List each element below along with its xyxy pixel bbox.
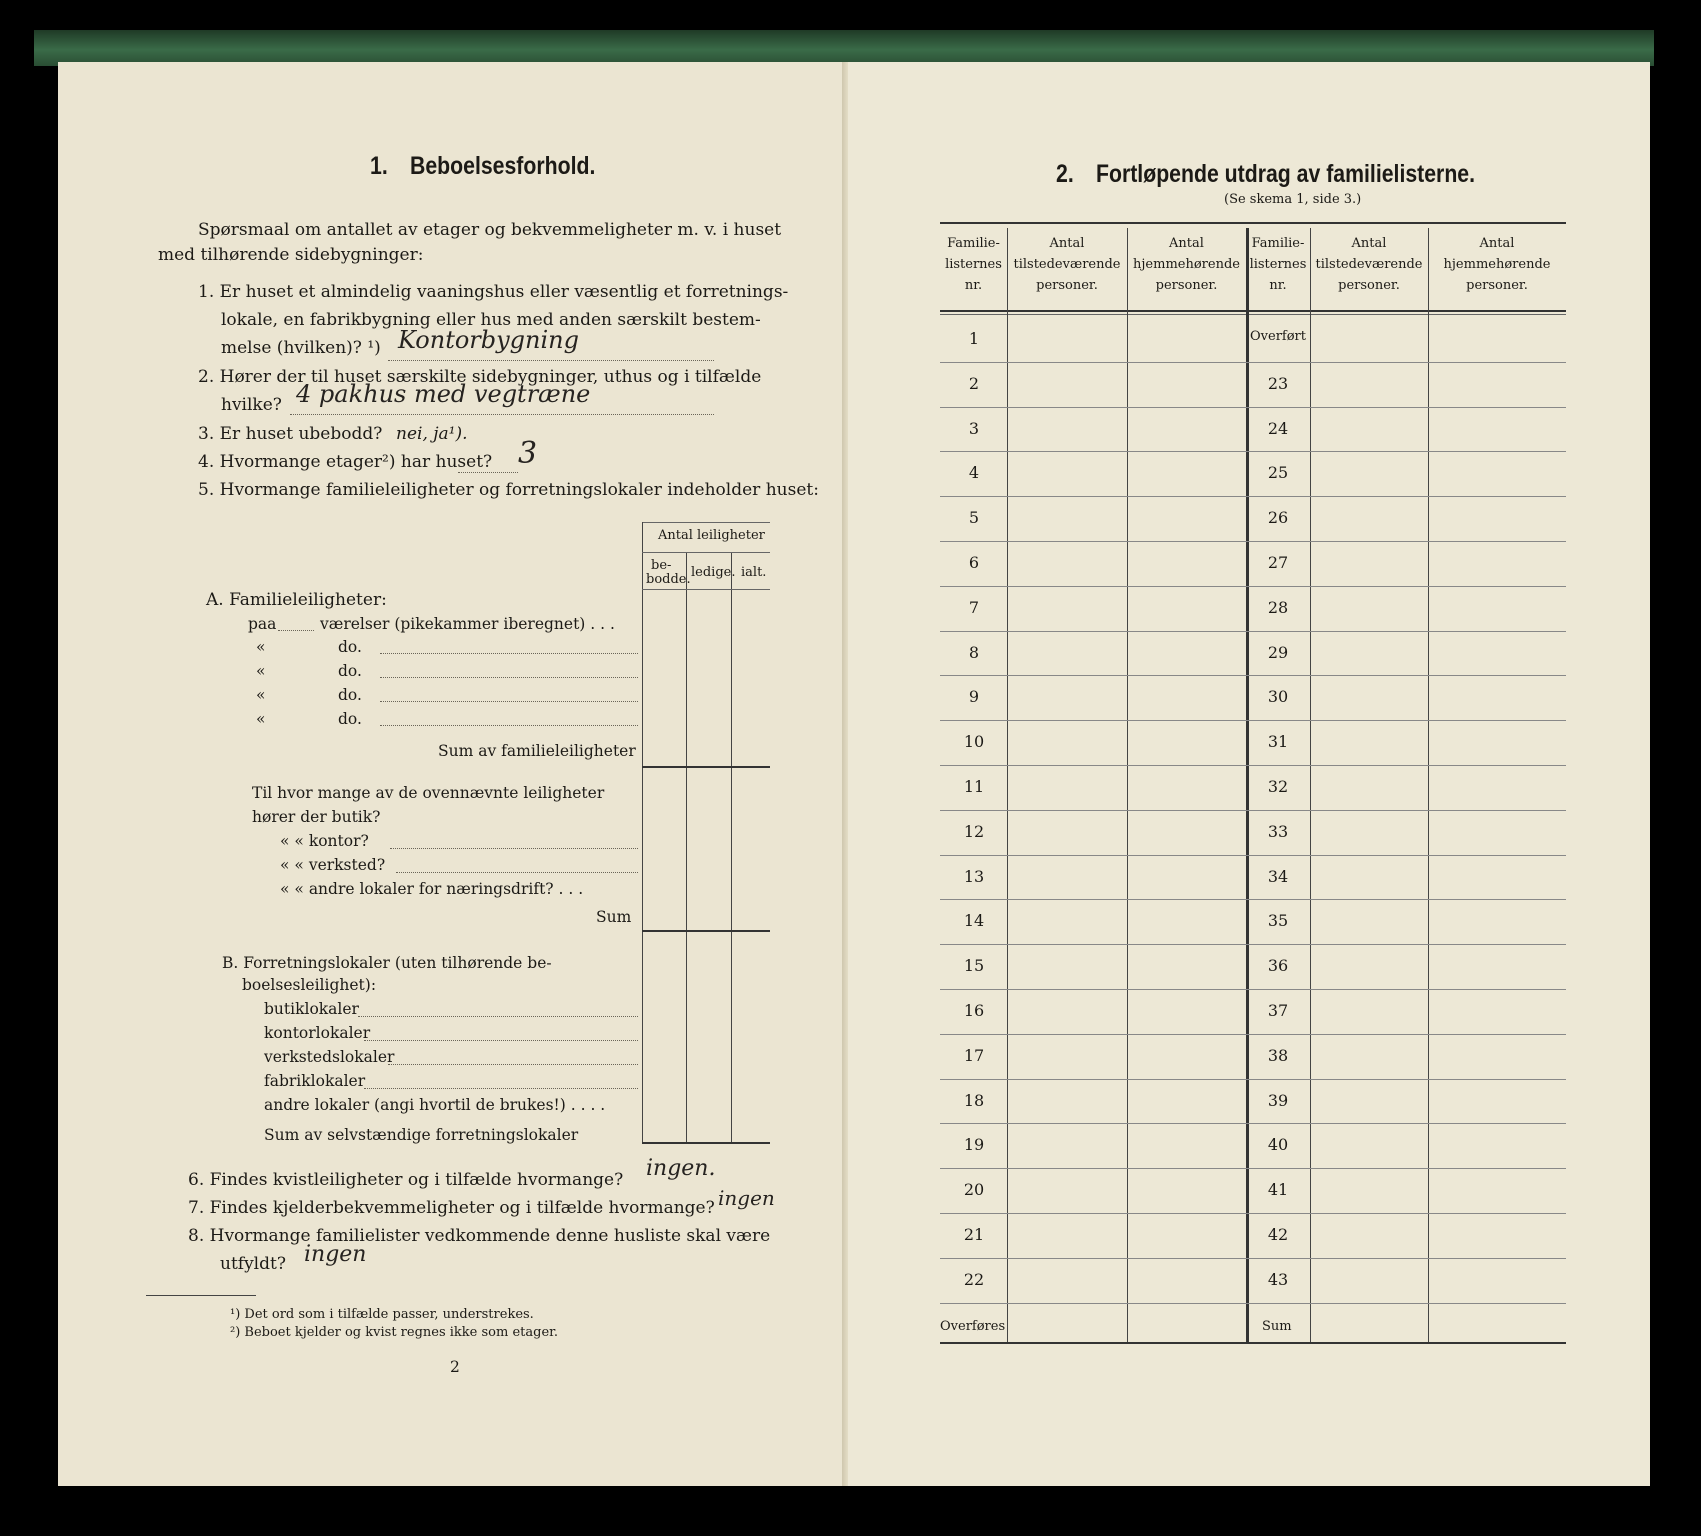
section-heading: Beboelsesforhold. xyxy=(410,152,596,180)
family-list-number: 5 xyxy=(968,508,980,528)
question-1-cont2: melse (hvilken)? ¹) xyxy=(221,338,381,358)
verksted-label: « « verksted? xyxy=(280,856,386,874)
question-7: 7. Findes kjelderbekvemmeligheter og i tilfælde hvormange? xyxy=(188,1198,715,1218)
family-list-number-continued: 36 xyxy=(1267,956,1289,976)
table-header: Antal leiligheter xyxy=(658,528,765,543)
family-list-number-continued: 39 xyxy=(1267,1090,1289,1110)
fabriklokaler: fabriklokaler xyxy=(264,1072,366,1090)
question-1-cont: lokale, en fabrikbygning eller hus med anden særskilt bestem- xyxy=(221,310,761,330)
scan-border xyxy=(34,30,1654,66)
col-ledige: ledige. xyxy=(691,565,736,580)
question-8: 8. Hvormange familielister vedkommende denne husliste skal være xyxy=(188,1226,771,1246)
family-list-number: 20 xyxy=(963,1180,985,1200)
ditto-mark: « xyxy=(256,638,266,656)
family-list-number: 9 xyxy=(968,687,980,707)
answer-6-handwritten: ingen. xyxy=(646,1156,716,1181)
table-header-cell: Antal xyxy=(1169,236,1204,251)
ditto-mark: « xyxy=(256,662,266,680)
question-3-options: nei, ja¹). xyxy=(396,424,468,444)
family-list-number-continued: 33 xyxy=(1267,821,1289,841)
col-ialt: ialt. xyxy=(741,565,767,580)
family-list-number: 6 xyxy=(968,553,980,572)
footnote-2: ²) Beboet kjelder og kvist regnes ikke som etager. xyxy=(230,1325,559,1340)
question-5: 5. Hvormange familieleiligheter og forretningslokaler indeholder huset: xyxy=(198,480,819,500)
do-label: do. xyxy=(338,638,362,656)
family-list-number: 21 xyxy=(963,1225,985,1244)
answer-4-handwritten: 3 xyxy=(518,436,538,471)
family-list-number-continued: 30 xyxy=(1267,687,1289,707)
family-list-number-continued: 25 xyxy=(1267,463,1289,483)
family-list-number: 11 xyxy=(963,777,985,796)
family-list-number: 13 xyxy=(963,866,985,886)
do-label: do. xyxy=(338,686,362,704)
verkstedslokaler: verkstedslokaler xyxy=(264,1048,395,1066)
family-list-number-continued: 24 xyxy=(1267,418,1289,438)
butiklokaler: butiklokaler xyxy=(264,1000,359,1018)
section-b-cont: boelsesleilighet): xyxy=(242,976,377,994)
left-page xyxy=(58,62,848,1486)
section-b: B. Forretningslokaler (uten tilhørende be- xyxy=(222,954,552,972)
table-header-cell: Antal xyxy=(1049,236,1085,251)
til-hvor-mange: Til hvor mange av de ovennævnte leiligheter xyxy=(252,784,605,802)
family-list-number: 3 xyxy=(968,418,980,438)
paa-label: paa xyxy=(248,615,277,633)
sum-label: Sum xyxy=(596,908,632,926)
overfores-label: Overføres xyxy=(940,1318,1006,1334)
family-list-number: 14 xyxy=(963,911,985,931)
table-header-cell: tilstedeværende xyxy=(1013,257,1121,272)
family-list-number: 10 xyxy=(963,732,985,752)
question-4: 4. Hvormange etager²) har huset? xyxy=(198,452,493,472)
family-list-number: 2 xyxy=(968,373,980,393)
andre-lokaler: andre lokaler (angi hvortil de brukes!) . . . . xyxy=(264,1096,606,1114)
page-number: 2 xyxy=(450,1358,460,1376)
family-list-number: 15 xyxy=(963,956,985,976)
table-header-cell: Antal xyxy=(1351,236,1387,251)
sum-label: Sum xyxy=(1262,1318,1292,1334)
vaerelser-label: værelser (pikekammer iberegnet) . . . xyxy=(320,615,615,633)
intro-text: Spørsmaal om antallet av etager og bekvemmeligheter m. v. i huset xyxy=(198,220,782,240)
col-bebodde-2: bodde. xyxy=(646,572,691,587)
family-list-number: 17 xyxy=(963,1045,985,1065)
sum-forretningslokaler: Sum av selvstændige forretningslokaler xyxy=(264,1126,579,1144)
family-list-number-continued: 41 xyxy=(1267,1180,1289,1200)
table-header-cell: nr. xyxy=(1269,278,1287,293)
ditto-mark: « xyxy=(256,710,266,728)
family-list-number-continued: 42 xyxy=(1267,1225,1289,1244)
table-header-cell: nr. xyxy=(964,278,983,293)
table-header-cell: Familie- xyxy=(947,236,1000,251)
butik-label: hører der butik? xyxy=(252,808,381,826)
family-list-number-continued: 23 xyxy=(1267,373,1289,393)
question-6: 6. Findes kvistleiligheter og i tilfælde hvormange? xyxy=(188,1170,624,1190)
table-header-cell: listernes xyxy=(1249,257,1307,272)
kontor-label: « « kontor? xyxy=(280,832,369,850)
table-header-cell: personer. xyxy=(1338,278,1400,293)
family-list-number: 22 xyxy=(963,1269,985,1289)
family-list-number-continued: 40 xyxy=(1267,1135,1289,1155)
family-list-number-continued: 28 xyxy=(1267,597,1289,617)
family-list-number-continued: 35 xyxy=(1267,911,1289,931)
question-1: 1. Er huset et almindelig vaaningshus eller væsentlig et forretnings- xyxy=(198,282,789,302)
family-list-number: 7 xyxy=(968,597,980,617)
family-list-number-continued: 29 xyxy=(1267,642,1289,662)
kontorlokaler: kontorlokaler xyxy=(264,1024,371,1042)
table-header-cell: listernes xyxy=(945,257,1002,272)
table-header-cell: hjemmehørende xyxy=(1133,257,1240,272)
table-header-cell: hjemmehørende xyxy=(1443,257,1551,272)
question-3: 3. Er huset ubebodd? xyxy=(198,424,383,444)
family-list-number-continued: 32 xyxy=(1267,777,1289,796)
subheading: (Se skema 1, side 3.) xyxy=(1224,192,1362,207)
footnote-1: ¹) Det ord som i tilfælde passer, understrekes. xyxy=(230,1307,534,1322)
answer-2-handwritten: 4 pakhus med vegtræne xyxy=(296,380,591,408)
question-2-cont: hvilke? xyxy=(221,395,282,415)
family-list-number-continued: 43 xyxy=(1267,1269,1289,1289)
question-8-cont: utfyldt? xyxy=(220,1254,286,1274)
table-header-cell: tilstedeværende xyxy=(1315,257,1423,272)
family-list-number-continued: 34 xyxy=(1267,866,1289,886)
section-heading: Fortløpende utdrag av familielisterne. xyxy=(1096,160,1476,188)
table-header-cell: personer. xyxy=(1036,278,1098,293)
family-list-number-continued: 37 xyxy=(1267,1001,1289,1020)
family-list-number: 16 xyxy=(963,1001,985,1020)
answer-1-handwritten: Kontorbygning xyxy=(398,326,579,354)
family-list-number: 8 xyxy=(968,642,980,662)
section-heading-number: 1. xyxy=(370,152,388,180)
family-list-number-continued: 31 xyxy=(1267,732,1289,752)
right-page xyxy=(848,62,1650,1486)
intro-text-2: med tilhørende sidebygninger: xyxy=(158,245,424,265)
family-list-number-continued: Overført xyxy=(1250,329,1306,344)
family-list-number: 4 xyxy=(968,463,980,483)
answer-8-handwritten: ingen xyxy=(304,1242,367,1267)
family-list-number-continued: 38 xyxy=(1267,1045,1289,1065)
family-list-number: 12 xyxy=(963,821,985,841)
question-2: 2. Hører der til huset særskilte sidebygninger, uthus og i tilfælde xyxy=(198,367,762,387)
family-list-number-continued: 27 xyxy=(1267,553,1289,572)
section-heading-number: 2. xyxy=(1056,160,1074,188)
table-header-cell: Familie- xyxy=(1251,236,1305,251)
col-bebodde: be- xyxy=(651,558,672,573)
do-label: do. xyxy=(338,662,362,680)
family-list-number: 1 xyxy=(968,329,980,348)
table-header-cell: Antal xyxy=(1479,236,1515,251)
table-header-cell: personer. xyxy=(1466,278,1528,293)
do-label: do. xyxy=(338,710,362,728)
table-header-cell: personer. xyxy=(1155,278,1218,293)
family-list-number: 18 xyxy=(963,1090,985,1110)
ditto-mark: « xyxy=(256,686,266,704)
answer-7-handwritten: ingen xyxy=(718,1186,775,1210)
andre-lokaler-label: « « andre lokaler for næringsdrift? . . . xyxy=(280,880,584,898)
family-list-number: 19 xyxy=(963,1135,985,1155)
sum-familieleiligheter: Sum av familieleiligheter xyxy=(438,742,636,760)
family-list-number-continued: 26 xyxy=(1267,508,1289,528)
section-a: A. Familieleiligheter: xyxy=(206,590,387,610)
